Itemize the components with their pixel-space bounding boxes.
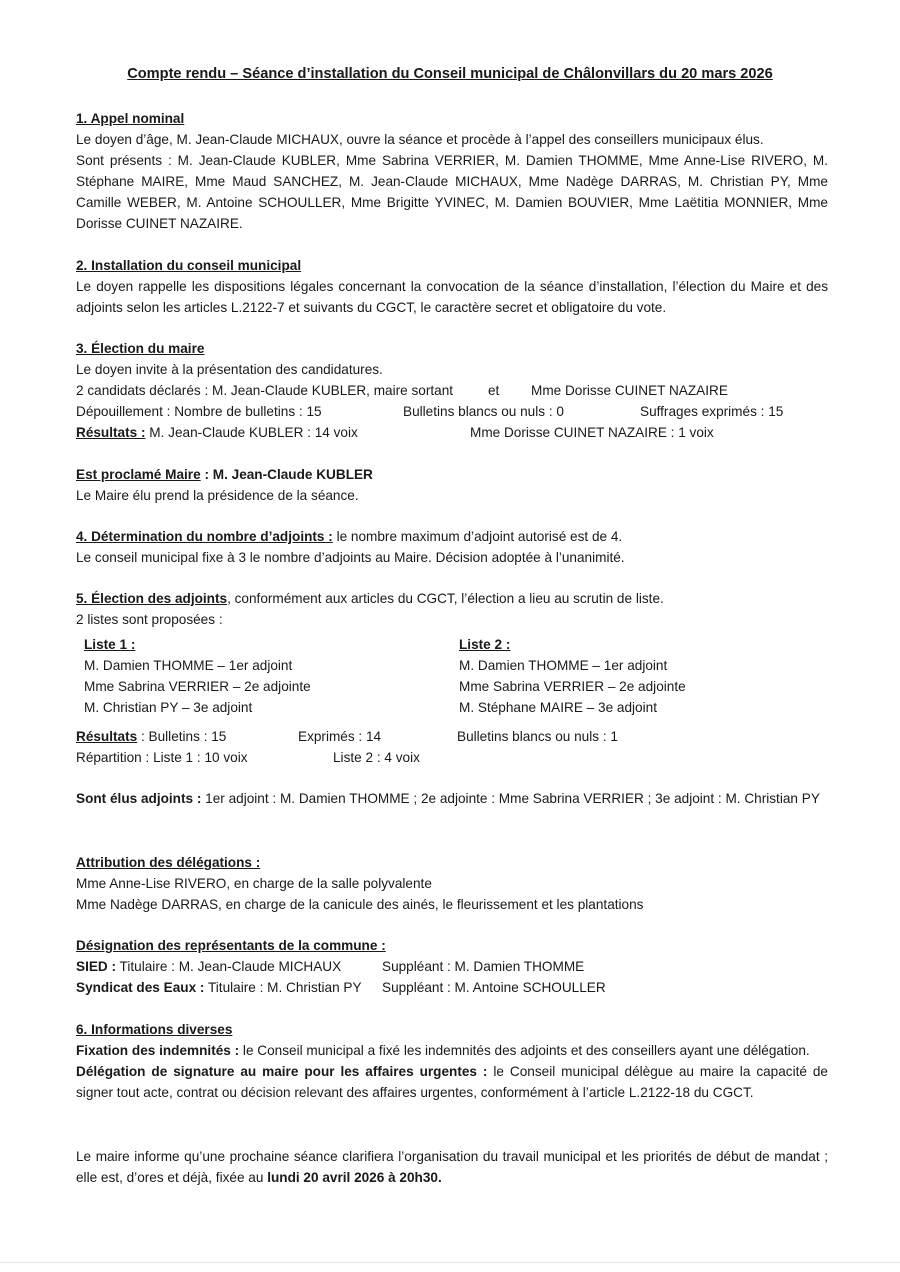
presents-list: Sont présents : M. Jean-Claude KUBLER, Mme Sabrina VERRIER, M. Damien THOMME, Mme Anne-Lise RIVERO, M. Stéphane MAIRE, Mme Maud SANCHEZ, M. Jean-Claude MICHAUX, Mme Nadège DARRAS, M. Christian PY, Mme Camille WEBER, M. Antoine SCHOULLER, Mme Brigitte YVINEC, M. Damien BOUVIER, Mme Laëtitia MONNIER, Mme Dorisse CUINET NAZAIRE. [76,153,828,231]
appel-intro: Le doyen d’âge, M. Jean-Claude MICHAUX, ouvre la séance et procède à l’appel des conseillers municipaux élus. [76,132,764,147]
candidats-declares: 2 candidats déclarés : M. Jean-Claude KUBLER, maire sortant [76,383,454,398]
closing-para [76,1146,828,1188]
repartition-liste-1: Répartition : Liste 1 : 10 voix [76,750,248,765]
liste-2 [459,634,686,718]
adjoints-resultats [76,726,226,747]
list-item: Mme Sabrina VERRIER – 2e adjointe [84,679,311,694]
proclame-label: Est proclamé Maire [76,467,201,482]
section-heading: Désignation des représentants de la commune : [76,938,386,953]
installation-text: Le doyen rappelle les dispositions légales concernant la convocation de la séance d’installation, l’élection du Maire et des adjoints selon les articles L.2122-7 et suivants du CGCT, le caractère secret et obligatoire du vote. [76,279,828,315]
elus-text: 1er adjoint : M. Damien THOMME ; 2e adjointe : Mme Sabrina VERRIER ; 3e adjoint : M. Christian PY [201,791,820,806]
bulletins-blancs: Bulletins blancs ou nuls : 0 [403,404,564,419]
candidatures-intro: Le doyen invite à la présentation des candidatures. [76,362,383,377]
elus-label: Sont élus adjoints : [76,791,202,806]
document-title: Compte rendu – Séance d’installation du Conseil municipal de Châlonvillars du 20 mars 2026 [127,66,773,82]
closing-text: Le maire informe qu’une prochaine séance clarifiera l’organisation du travail municipal et les priorités de début de mandat ; elle est, d’ores et déjà, fixée au [76,1149,828,1185]
list-item: M. Damien THOMME – 1er adjoint [459,658,668,673]
section-heading: 1. Appel nominal [76,111,185,126]
sied-suppleant: Suppléant : M. Damien THOMME [382,959,585,974]
indemnites-para [76,1040,828,1061]
adjoints-max: le nombre maximum d’adjoint autorisé est de 4. [332,529,623,544]
candidats-et: et [488,383,500,398]
section-heading: 4. Détermination du nombre d’adjoints : [76,529,333,544]
presidence-text: Le Maire élu prend la présidence de la séance. [76,488,359,503]
section-representants [76,935,828,999]
candidat-2: Mme Dorisse CUINET NAZAIRE [531,383,728,398]
elus-adjoints [76,788,828,809]
resultat-2: Mme Dorisse CUINET NAZAIRE : 1 voix [470,425,714,440]
section-installation [76,255,828,318]
page-edge-divider [0,1262,900,1263]
section-delegations [76,852,828,915]
section-heading: 2. Installation du conseil municipal [76,258,302,273]
section-informations [76,1019,828,1103]
eaux-label: Syndicat des Eaux : [76,980,205,995]
section-heading: Attribution des délégations : [76,855,261,870]
proclamation [76,464,828,506]
bulletins-count: : Bulletins : 15 [137,729,227,744]
resultat-1: M. Jean-Claude KUBLER : 14 voix [145,425,358,440]
section-heading: 6. Informations diverses [76,1022,233,1037]
repartition-liste-2: Liste 2 : 4 voix [333,750,420,765]
suffrages-exprimes: Suffrages exprimés : 15 [640,404,784,419]
scrutin-text: , conformément aux articles du CGCT, l’élection a lieu au scrutin de liste. [227,591,664,606]
signature-label: Délégation de signature au maire pour les affaires urgentes : [76,1064,488,1079]
section-election-adjoints [76,588,828,773]
sied-titulaire: Titulaire : M. Jean-Claude MICHAUX [116,959,342,974]
proclame-name: : M. Jean-Claude KUBLER [200,467,373,482]
signature-text: le Conseil municipal délègue au maire la capacité de signer tout acte, contrat ou décision relevant des affaires urgentes, conformément à l’article L.2122-18 du CGCT. [76,1064,828,1100]
section-election-maire [76,338,828,458]
adjoints-decision: Le conseil municipal fixe à 3 le nombre d’adjoints au Maire. Décision adoptée à l’unanimité. [76,550,625,565]
list-item: Mme Sabrina VERRIER – 2e adjointe [459,679,686,694]
resultats-label: Résultats : [76,425,146,440]
list-item: M. Christian PY – 3e adjoint [84,700,253,715]
blancs-count: Bulletins blancs ou nuls : 1 [457,729,618,744]
listes-intro: 2 listes sont proposées : [76,612,223,627]
depouillement: Dépouillement : Nombre de bulletins : 15 [76,404,322,419]
indemnites-label: Fixation des indemnités : [76,1043,240,1058]
eaux-row [76,977,362,998]
liste-title: Liste 1 : [84,637,136,652]
section-heading: 5. Élection des adjoints [76,591,228,606]
sied-label: SIED : [76,959,117,974]
exprimes-count: Exprimés : 14 [298,729,382,744]
liste-title: Liste 2 : [459,637,511,652]
liste-1 [84,634,311,718]
section-appel-nominal [76,108,828,234]
list-item: Mme Anne-Lise RIVERO, en charge de la salle polyvalente [76,876,432,891]
signature-para [76,1061,828,1103]
resultats-line [76,422,358,443]
closing-date: lundi 20 avril 2026 à 20h30. [267,1170,442,1185]
sied-row [76,956,341,977]
list-item: M. Damien THOMME – 1er adjoint [84,658,293,673]
resultats-label: Résultats [76,729,138,744]
section-heading: 3. Élection du maire [76,341,205,356]
section-nombre-adjoints [76,526,828,568]
eaux-titulaire: Titulaire : M. Christian PY [204,980,362,995]
eaux-suppleant: Suppléant : M. Antoine SCHOULLER [382,980,606,995]
list-item: M. Stéphane MAIRE – 3e adjoint [459,700,657,715]
indemnites-text: le Conseil municipal a fixé les indemnités des adjoints et des conseillers ayant une délégation. [239,1043,810,1058]
list-item: Mme Nadège DARRAS, en charge de la canicule des ainés, le fleurissement et les plantations [76,897,644,912]
